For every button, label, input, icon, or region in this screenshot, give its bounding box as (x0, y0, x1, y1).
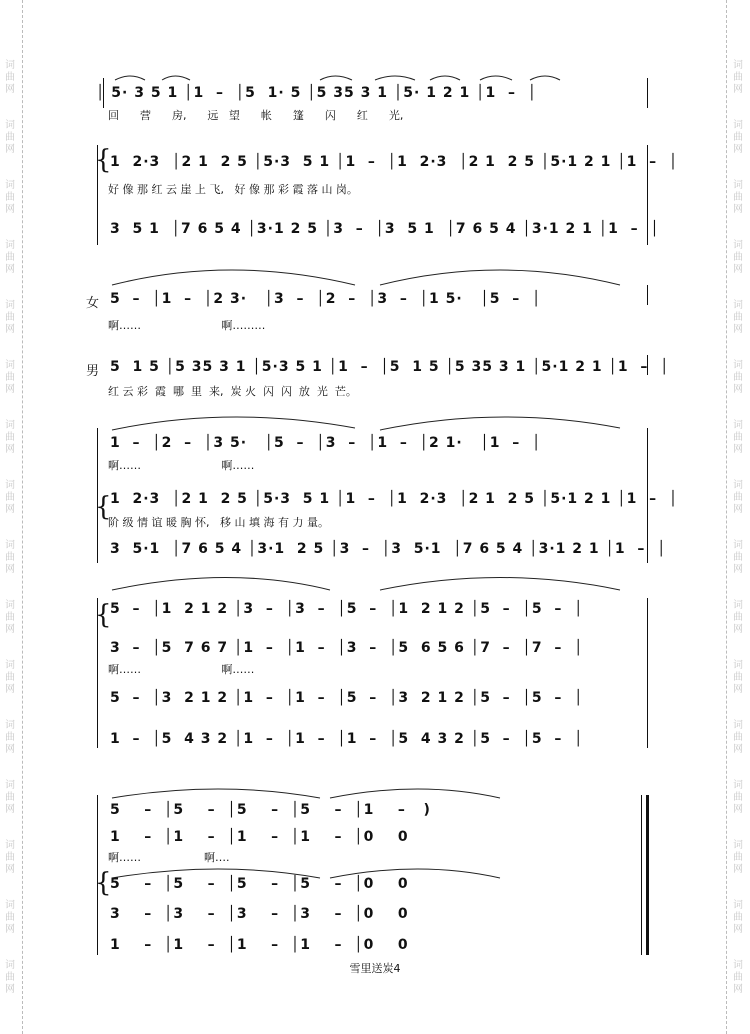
system-start-bar (97, 598, 98, 748)
staff-lyrics: 啊…… 啊…… (108, 459, 255, 472)
staff-notes: 1 – │1 – │1 – │1 – │0 0 (110, 937, 409, 953)
staff-notes: 3 5·1 │7 6 5 4 │3·1 2 5 │3 – │3 5·1 │7 6 5 4 │3·1 2 1 │1 – │ (110, 541, 667, 557)
tie-arc (162, 76, 190, 80)
watermark-text: 词 曲 网 (733, 120, 743, 155)
phrase-arc (112, 789, 320, 798)
phrase-arc (380, 578, 620, 591)
tie-arc (430, 76, 460, 80)
watermark-text: 词 曲 网 (5, 780, 15, 815)
watermark-text: 词 曲 网 (733, 480, 743, 515)
staff-lyrics: 啊…… 啊……… (108, 319, 266, 332)
phrase-arc (112, 578, 330, 591)
watermark-text: 词 曲 网 (5, 420, 15, 455)
final-bar-thin (641, 795, 642, 955)
watermark-text: 词 曲 网 (733, 900, 743, 935)
watermark-text: 词 曲 网 (5, 480, 15, 515)
watermark-text: 词 曲 网 (733, 180, 743, 215)
tie-arc (375, 76, 415, 80)
system-brace: { (95, 600, 112, 630)
watermark-text: 词 曲 网 (733, 660, 743, 695)
staff-lyrics: 回 营 房, 远 望 帐 篷 闪 红 光, (108, 109, 404, 122)
phrase-arc (112, 270, 355, 285)
staff-notes: 5 – │1 2 1 2 │3 – │3 – │5 – │1 2 1 2 │5 – │5 – │ (110, 601, 584, 617)
watermark-text: 词 曲 网 (5, 540, 15, 575)
watermark-text: 词 曲 网 (733, 960, 743, 995)
tie-arc (115, 76, 145, 80)
phrase-arc (380, 270, 620, 285)
system-end-bar (647, 78, 648, 108)
watermark-text: 词 曲 网 (5, 60, 15, 95)
final-bar-thick (646, 795, 649, 955)
phrase-arc (330, 789, 500, 798)
staff-lyrics: 阶 级 情 谊 暖 胸 怀, 移 山 填 海 有 力 量。 (108, 516, 329, 529)
system-brace: { (95, 145, 112, 175)
staff-notes: 5 – │1 – │2 3· │3 – │2 – │3 – │1 5· │5 – │ (110, 291, 542, 307)
staff-notes: 1 2·3 │2 1 2 5 │5·3 5 1 │1 – │1 2·3 │2 1 2 5 │5·1 2 1 │1 – │ (110, 154, 679, 170)
staff-lyrics: 啊…… 啊…. (108, 851, 230, 864)
watermark-text: 词 曲 网 (5, 120, 15, 155)
staff-notes: 3 – │3 – │3 – │3 – │0 0 (110, 906, 409, 922)
watermark-text: 词 曲 网 (733, 540, 743, 575)
system-brace: { (95, 492, 112, 522)
system-start-bar (97, 428, 98, 563)
watermark-text: 词 曲 网 (733, 420, 743, 455)
staff-notes: 5 – │5 – │5 – │5 – │0 0 (110, 876, 409, 892)
staff-notes: 1 – │1 – │1 – │1 – │0 0 (110, 829, 409, 845)
watermark-text: 词 曲 网 (5, 240, 15, 275)
staff-notes: 5 – │5 – │5 – │5 – │1 – ) (110, 802, 431, 818)
staff-notes: 1 2·3 │2 1 2 5 │5·3 5 1 │1 – │1 2·3 │2 1 2 5 │5·1 2 1 │1 – │ (110, 491, 679, 507)
watermark-text: 词 曲 网 (733, 840, 743, 875)
staff-notes: 1 – │5 4 3 2 │1 – │1 – │1 – │5 4 3 2 │5 – │5 – │ (110, 731, 584, 747)
page-footer: 雪里送炭4 (349, 962, 401, 975)
staff-lyrics: 啊…… 啊…… (108, 663, 255, 676)
watermark-text: 词 曲 网 (733, 300, 743, 335)
system-brace: { (95, 868, 112, 898)
watermark-text: 词 曲 网 (5, 900, 15, 935)
system-end-bar (647, 598, 648, 748)
tie-arc (530, 76, 560, 80)
watermark-text: 词 曲 网 (5, 360, 15, 395)
staff-lyrics: 好 像 那 红 云 崖 上 飞, 好 像 那 彩 霞 落 山 岗。 (108, 183, 358, 196)
watermark-text: 词 曲 网 (733, 780, 743, 815)
staff-notes: 5 – │3 2 1 2 │1 – │1 – │5 – │3 2 1 2 │5 – │5 – │ (110, 690, 584, 706)
staff-notes: 3 5 1 │7 6 5 4 │3·1 2 5 │3 – │3 5 1 │7 6 5 4 │3·1 2 1 │1 – │ (110, 221, 660, 237)
watermark-text: 词 曲 网 (733, 720, 743, 755)
watermark-text: 词 曲 网 (5, 840, 15, 875)
watermark-text: 词 曲 网 (5, 300, 15, 335)
watermark-text: 词 曲 网 (733, 360, 743, 395)
watermark-text: 词 曲 网 (5, 660, 15, 695)
watermark-text: 词 曲 网 (5, 180, 15, 215)
system-end-bar (647, 285, 648, 305)
staff-notes: 1 – │2 – │3 5· │5 – │3 – │1 – │2 1· │1 – │ (110, 435, 542, 451)
male-voice-label: 男 (86, 364, 100, 379)
staff-notes: │ 5· 3 5 1 │1 – │5 1· 5 │5 35 3 1 │5· 1 2 1 │1 – │ (96, 85, 538, 101)
system-start-bar (97, 795, 98, 955)
staff-notes: 5 1 5 │5 35 3 1 │5·3 5 1 │1 – │5 1 5 │5 35 3 1 │5·1 2 1 │1 – │ (110, 359, 670, 375)
system-start-bar (97, 145, 98, 245)
watermark-text: 词 曲 网 (733, 60, 743, 95)
tie-arc (320, 76, 352, 80)
phrase-arc (112, 417, 355, 430)
phrase-arc (380, 417, 620, 430)
watermark-text: 词 曲 网 (5, 600, 15, 635)
staff-notes: 3 – │5 7 6 7 │1 – │1 – │3 – │5 6 5 6 │7 – │7 – │ (110, 640, 584, 656)
watermark-text: 词 曲 网 (733, 240, 743, 275)
watermark-text: 词 曲 网 (5, 960, 15, 995)
watermark-text: 词 曲 网 (5, 720, 15, 755)
watermark-text: 词 曲 网 (733, 600, 743, 635)
staff-lyrics: 红 云 彩 霞 哪 里 来, 炭 火 闪 闪 放 光 芒。 (108, 385, 357, 398)
female-voice-label: 女 (86, 296, 100, 311)
tie-arc (480, 76, 512, 80)
